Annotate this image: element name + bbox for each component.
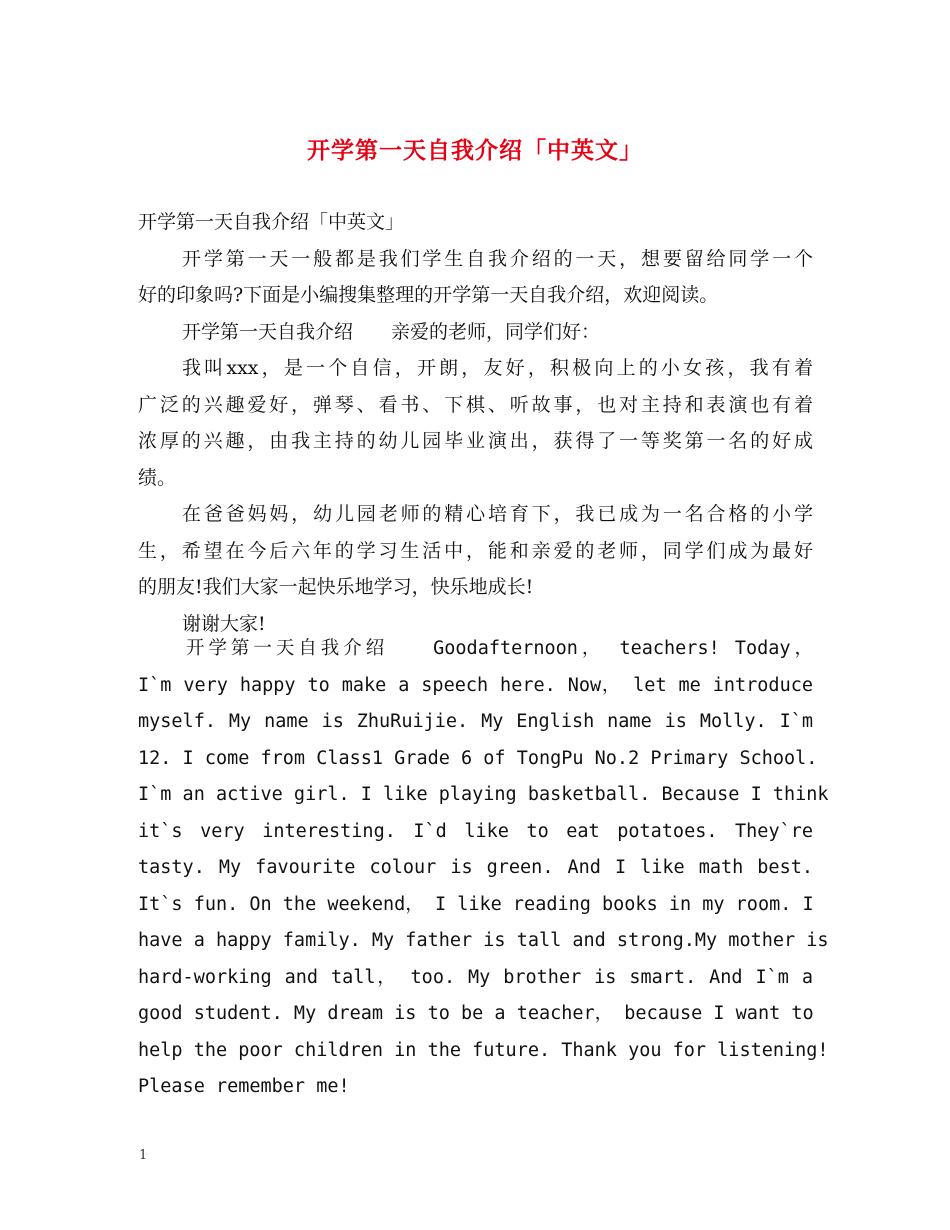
- english-line: myself. My name is ZhuRuijie. My English name is Molly. I`m: [138, 711, 813, 732]
- page-number: 1: [139, 1148, 148, 1163]
- english-line: I`m an active girl. I like playing basketball. Because I think: [138, 784, 829, 805]
- english-line: have a happy family. My father is tall and strong.My mother is: [138, 930, 829, 951]
- english-line: it`s very interesting. I`d like to eat potatoes. They`re: [138, 820, 813, 842]
- chinese-line: 开学第一天一般都是我们学生自我介绍的一天，想要留给同学一个: [182, 247, 813, 270]
- document-title: 开学第一天自我介绍「中英文」: [307, 137, 643, 164]
- chinese-line: 绩。: [138, 466, 177, 489]
- english-line: 开学第一天自我介绍 Goodafternoon， teachers! Today，: [186, 638, 813, 659]
- chinese-line: 谢谢大家!: [182, 612, 266, 635]
- english-line: help the poor children in the future. Thank you for listening!: [138, 1039, 829, 1061]
- chinese-line: 开学第一天自我介绍 亲爱的老师，同学们好：: [182, 320, 601, 343]
- chinese-line: 好的印象吗?下面是小编搜集整理的开学第一天自我介绍，欢迎阅读。: [138, 284, 719, 306]
- english-line: 12. I come from Class1 Grade 6 of TongPu No.2 Primary School.: [138, 747, 818, 769]
- english-line: It`s fun. On the weekend， I like reading books in my room. I: [138, 893, 814, 915]
- english-section: [138, 631, 829, 1106]
- chinese-line: 在爸爸妈妈，幼儿园老师的精心培育下，我已成为一名合格的小学: [182, 503, 813, 525]
- chinese-line: 浓厚的兴趣，由我主持的幼儿园毕业演出，获得了一等奖第一名的好成: [138, 430, 813, 452]
- chinese-line: 开学第一天自我介绍「中英文」: [138, 211, 405, 233]
- english-line: tasty. My favourite colour is green. And I like math best.: [138, 857, 813, 878]
- chinese-line: 我叫xxx，是一个自信，开朗，友好，积极向上的小女孩，我有着: [182, 357, 813, 379]
- chinese-section: [138, 204, 813, 642]
- english-line: good student. My dream is to be a teacher， because I want to: [138, 1003, 814, 1024]
- chinese-line: 的朋友!我们大家一起快乐地学习，快乐地成长!: [138, 576, 534, 598]
- chinese-line: 广泛的兴趣爱好，弹琴、看书、下棋、听故事，也对主持和表演也有着: [138, 393, 813, 416]
- english-line: I`m very happy to make a speech here. Now， let me introduce: [138, 674, 813, 696]
- english-line: hard-working and tall， too. My brother is smart. And I`m a: [138, 966, 813, 988]
- chinese-line: 生，希望在今后六年的学习生活中，能和亲爱的老师，同学们成为最好: [138, 539, 813, 562]
- english-line: Please remember me!: [138, 1076, 350, 1097]
